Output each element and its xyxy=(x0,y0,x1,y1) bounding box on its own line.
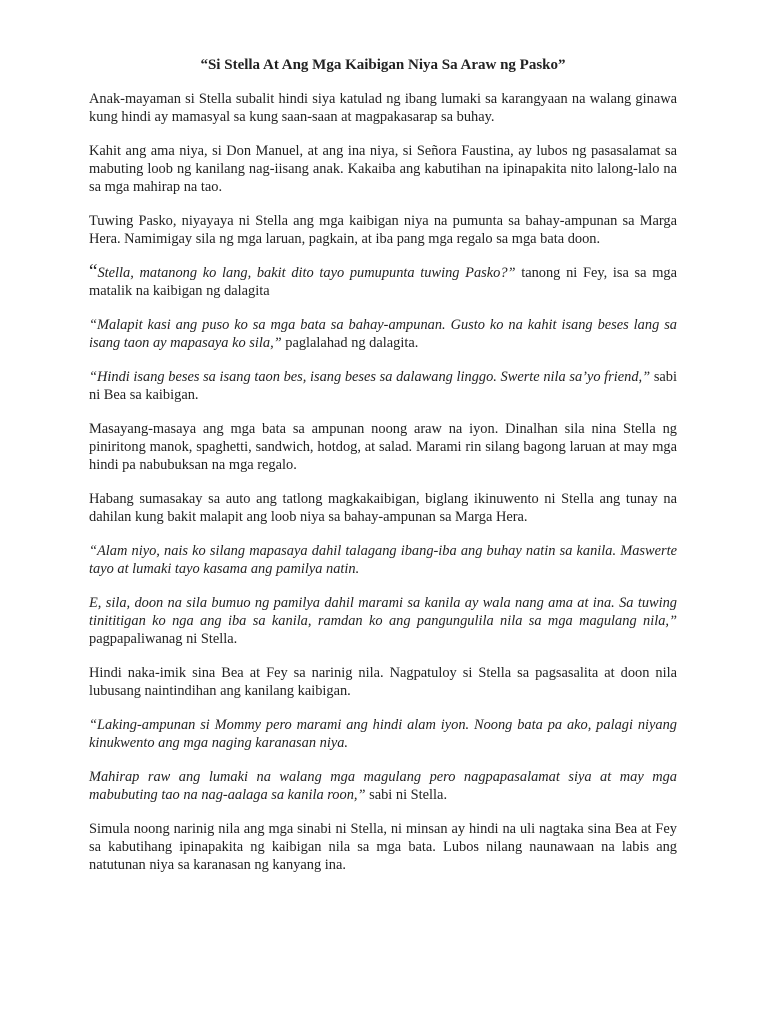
dialogue-text: “Malapit kasi ang puso ko sa mga bata sa bahay-ampunan. Gusto ko na kahit isang beses lang sa isang taon ay mapasaya ko sila,” xyxy=(89,317,677,351)
paragraph-text: Simula noong narinig nila ang mga sinabi ni Stella, ni minsan ay hindi na uli nagtaka sina Bea at Fey sa kabutihang ipinapakita ng kaibigan nila sa mga bata. Lubos nilang naunawaan na labis ang natutunan niya sa karanasan ng kanyang ina. xyxy=(89,821,677,873)
narration-text: paglalahad ng dalagita. xyxy=(281,335,419,351)
paragraph-text: Hindi naka-imik sina Bea at Fey sa narinig nila. Nagpatuloy si Stella sa pagsasalita at doon nila lubusang naintindihan ang kanilang kaibigan. xyxy=(89,665,677,699)
dialogue-paragraph xyxy=(89,768,677,804)
opening-quote-mark: “ xyxy=(89,261,98,282)
paragraph-text: Masayang-masaya ang mga bata sa ampunan noong araw na iyon. Dinalhan sila nina Stella ng piniritong manok, spaghetti, sandwich, hotdog, at salad. Marami rin silang bagong laruan at may mga hindi pa nabubuksan na mga regalo. xyxy=(89,421,677,473)
dialogue-paragraph xyxy=(89,716,677,752)
dialogue-paragraph xyxy=(89,316,677,352)
dialogue-text: Mahirap raw ang lumaki na walang mga magulang pero nagpapasalamat siya at may mga mabubuting tao na nag-aalaga sa kanila roon,” xyxy=(89,769,677,803)
dialogue-text: Stella, matanong ko lang, bakit dito tayo pumupunta tuwing Pasko?” xyxy=(97,265,516,281)
dialogue-text: “Hindi isang beses sa isang taon bes, isang beses sa dalawang linggo. Swerte nila sa’yo friend,” xyxy=(89,369,651,385)
paragraph xyxy=(89,490,677,526)
dialogue-paragraph xyxy=(89,368,677,404)
dialogue-text: E, sila, doon na sila bumuo ng pamilya dahil marami sa kanila ay wala nang ama at ina. Sa tuwing tinititigan ko nga ang iba sa kanila, ramdan ko ang pangungulila nila sa mga magulang nila,” xyxy=(89,595,677,629)
paragraph xyxy=(89,212,677,248)
narration-text: pagpapaliwanag ni Stella. xyxy=(89,631,238,647)
paragraph-text: Kahit ang ama niya, si Don Manuel, at ang ina niya, si Señora Faustina, ay lubos ng pasasalamat sa mabuting loob ng kanilang nag-iisang anak. Kakaiba ang kabutihan na ipinapakita nito lalong-lalo na sa mga mahirap na tao. xyxy=(89,143,677,195)
document-title: “Si Stella At Ang Mga Kaibigan Niya Sa Araw ng Pasko” xyxy=(200,57,566,73)
narration-text: sabi ni Bea sa kaibigan. xyxy=(89,369,677,403)
dialogue-paragraph xyxy=(89,261,677,300)
dialogue-text: “Alam niyo, nais ko silang mapasaya dahil talagang ibang-iba ang buhay natin sa kanila. Maswerte tayo at lumaki tayo kasama ang pamilya natin. xyxy=(89,543,677,577)
dialogue-paragraph xyxy=(89,542,677,578)
paragraph xyxy=(89,90,677,126)
paragraph-text: Habang sumasakay sa auto ang tatlong magkakaibigan, biglang ikinuwento ni Stella ang tunay na dahilan kung bakit malapit ang loob niya sa bahay-ampunan sa Marga Hera. xyxy=(89,491,677,525)
paragraph-text: Anak-mayaman si Stella subalit hindi siya katulad ng ibang lumaki sa karangyaan na walang ginawa kung hindi ay mamasyal sa kung saan-saan at magpakasarap sa buhay. xyxy=(89,91,677,125)
document-page xyxy=(89,56,677,890)
paragraph xyxy=(89,820,677,874)
paragraph xyxy=(89,664,677,700)
paragraph xyxy=(89,142,677,196)
paragraph-text: Tuwing Pasko, niyayaya ni Stella ang mga kaibigan niya na pumunta sa bahay-ampunan sa Marga Hera. Namimigay sila ng mga laruan, pagkain, at iba pang mga regalo sa mga bata doon. xyxy=(89,213,677,247)
narration-text: tanong ni Fey, isa sa mga matalik na kaibigan ng dalagita xyxy=(89,265,677,299)
dialogue-paragraph xyxy=(89,594,677,648)
dialogue-text: “Laking-ampunan si Mommy pero marami ang hindi alam iyon. Noong bata pa ako, palagi niyang kinukwento ang mga naging karanasan niya. xyxy=(89,717,677,751)
paragraph xyxy=(89,420,677,474)
narration-text: sabi ni Stella. xyxy=(365,787,448,803)
